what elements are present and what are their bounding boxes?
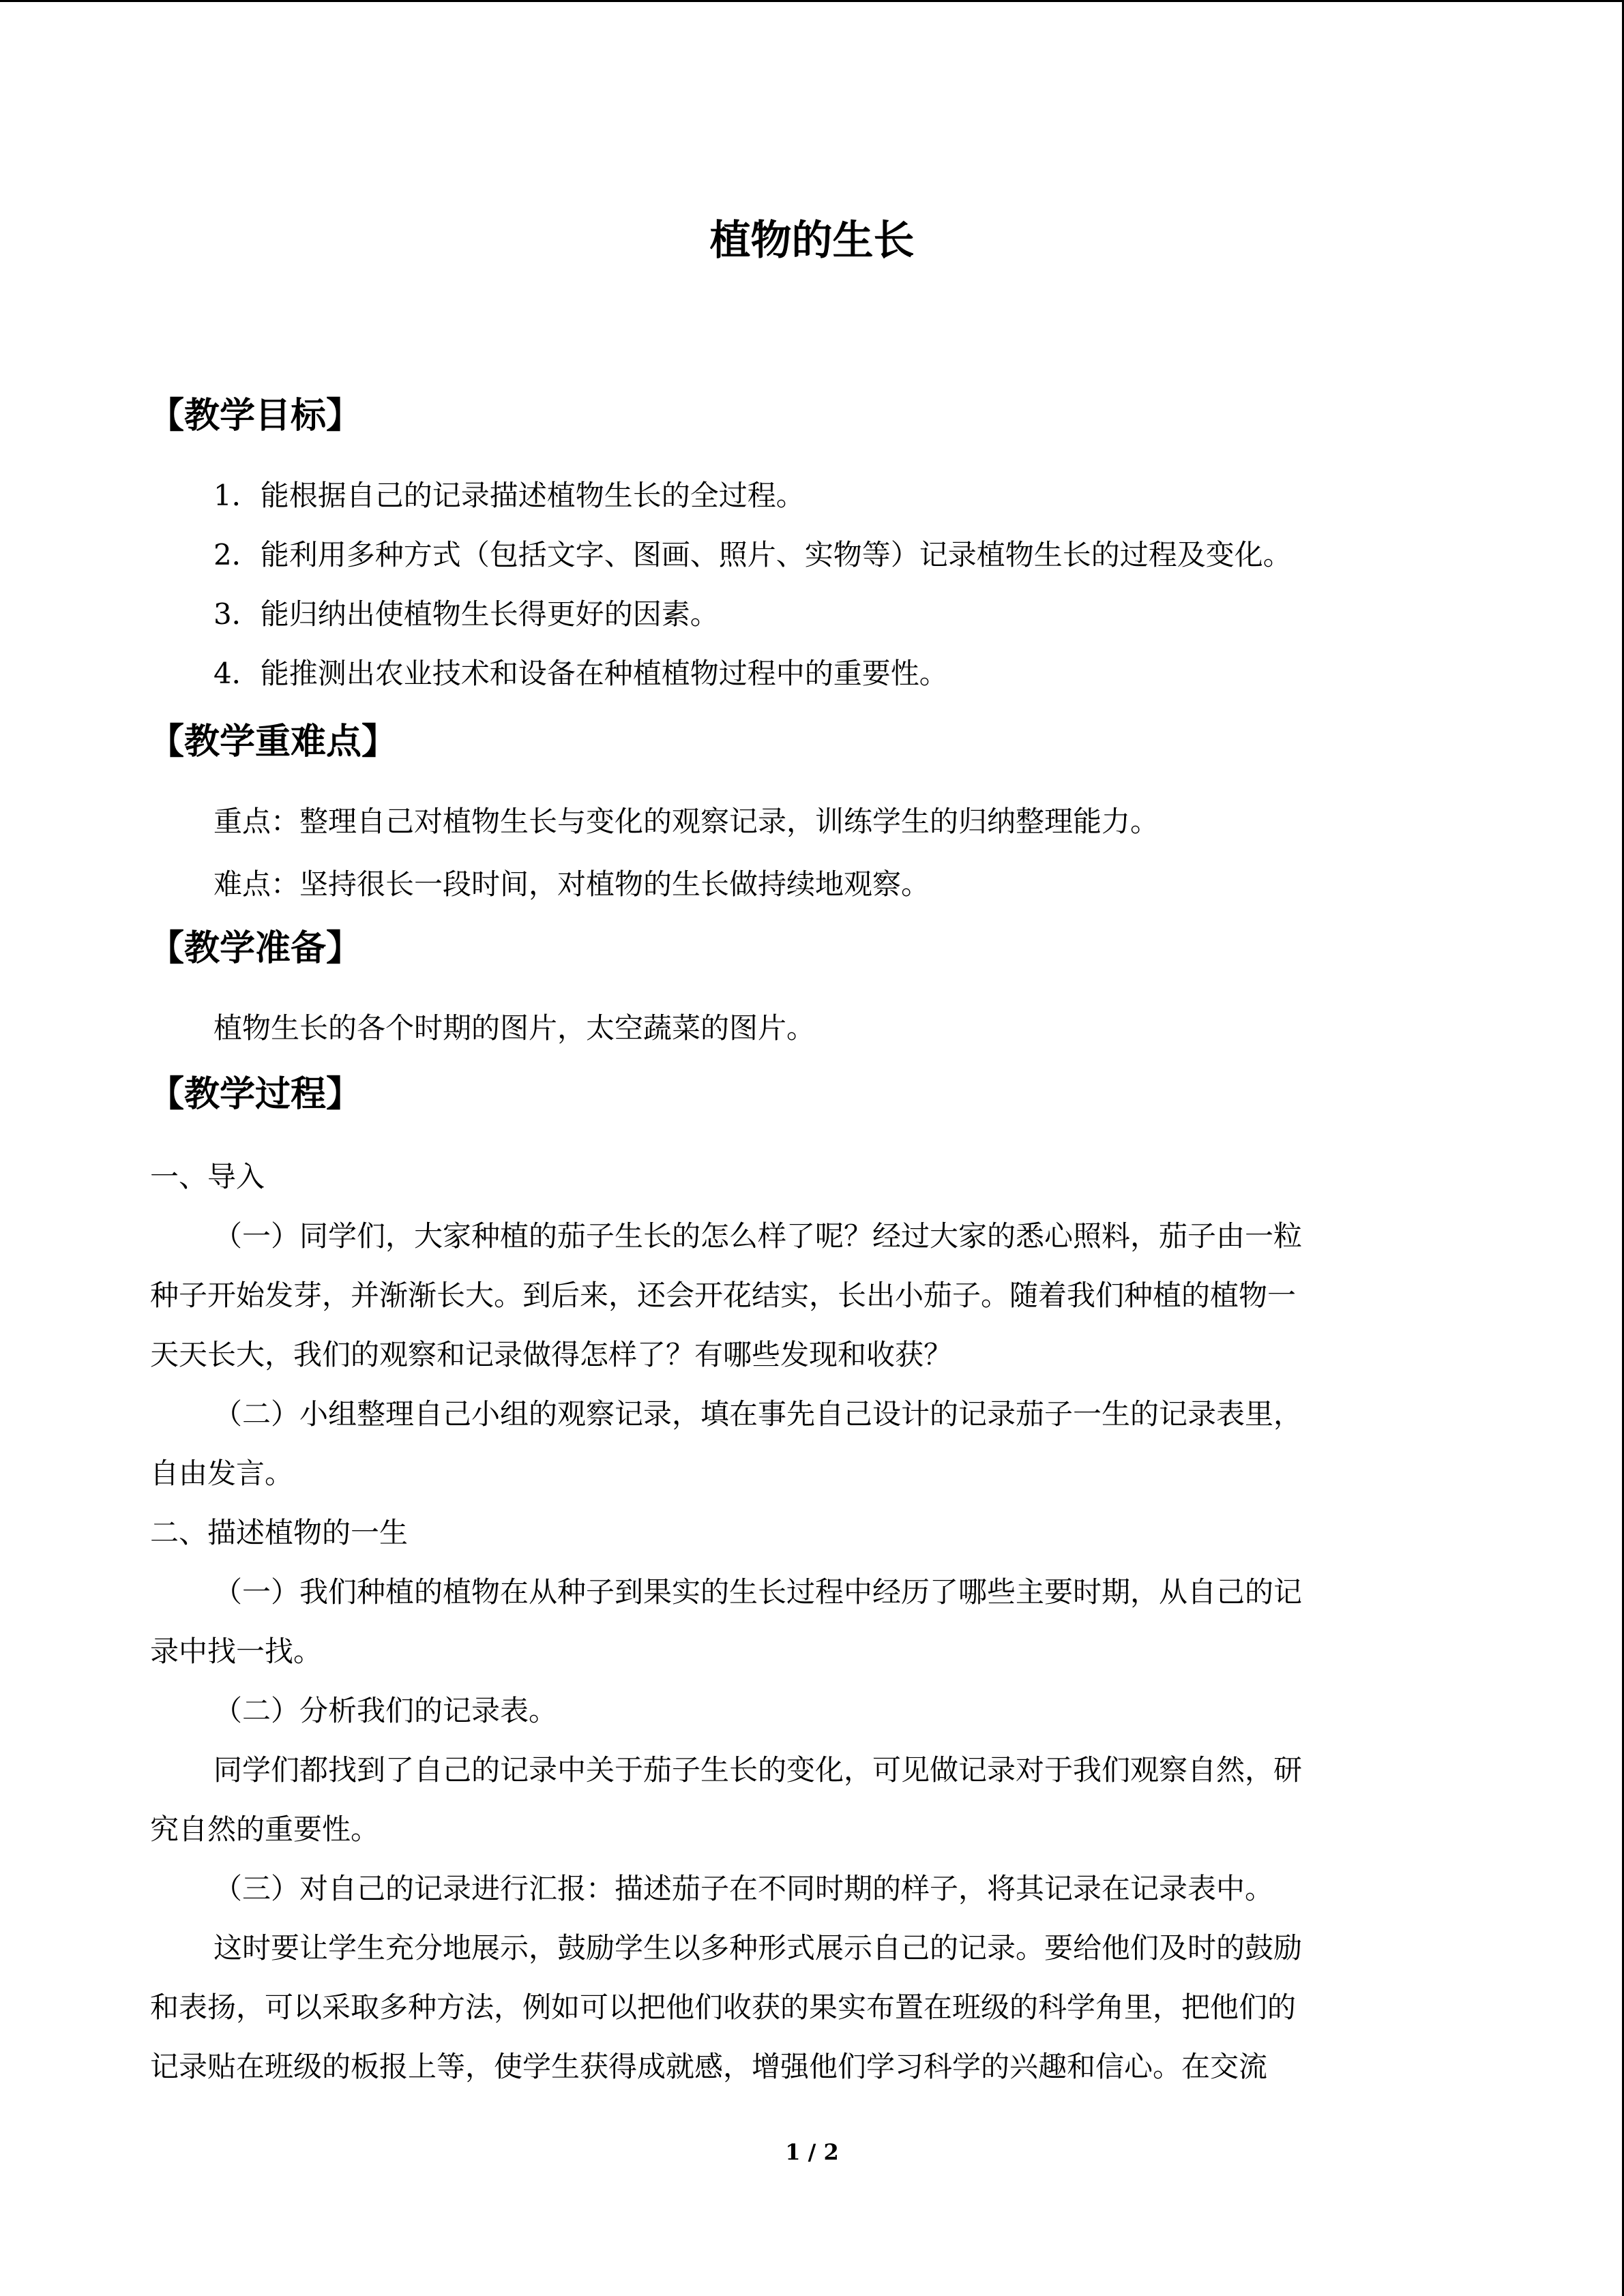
process-line: 二、描述植物的一生 (150, 1516, 409, 1549)
process-line: （三）对自己的记录进行汇报：描述茄子在不同时期的样子，将其记录在记录表中。 (213, 1872, 1274, 1905)
process-line: 这时要让学生充分地展示，鼓励学生以多种形式展示自己的记录。要给他们及时的鼓励 (213, 1931, 1303, 1965)
heading-key-points: 【教学重难点】 (149, 721, 398, 762)
process-line: 和表扬，可以采取多种方法，例如可以把他们收获的果实布置在班级的科学角里，把他们的 (150, 1991, 1297, 2024)
key-point-item: 难点：坚持很长一段时间，对植物的生长做持续地观察。 (213, 867, 930, 901)
key-point-item: 重点：整理自己对植物生长与变化的观察记录，训练学生的归纳整理能力。 (213, 805, 1160, 838)
process-line: （二）分析我们的记录表。 (213, 1694, 558, 1727)
objective-item: 1．能根据自己的记录描述植物生长的全过程。 (213, 479, 805, 512)
process-line: （二）小组整理自己小组的观察记录，填在事先自己设计的记录茄子一生的记录表里， (213, 1397, 1303, 1431)
objective-item: 2．能利用多种方式（包括文字、图画、照片、实物等）记录植物生长的过程及变化。 (213, 538, 1292, 571)
process-line: 种子开始发芽，并渐渐长大。到后来，还会开花结实，长出小茄子。随着我们种植的植物一 (150, 1279, 1297, 1312)
heading-process: 【教学过程】 (149, 1074, 362, 1115)
process-line: 究自然的重要性。 (150, 1813, 380, 1846)
process-line: 一、导入 (150, 1160, 265, 1193)
heading-objectives: 【教学目标】 (149, 396, 362, 436)
process-line: 录中找一找。 (150, 1635, 323, 1668)
objective-item: 3．能归纳出使植物生长得更好的因素。 (213, 597, 719, 631)
page-number: 1 / 2 (785, 2139, 839, 2165)
document-title: 植物的生长 (709, 217, 915, 265)
process-line: 同学们都找到了自己的记录中关于茄子生长的变化，可见做记录对于我们观察自然，研 (213, 1753, 1303, 1787)
objective-item: 4．能推测出农业技术和设备在种植植物过程中的重要性。 (213, 657, 948, 690)
process-line: 自由发言。 (150, 1457, 294, 1490)
process-line: 天天长大，我们的观察和记录做得怎样了？有哪些发现和收获？ (150, 1338, 953, 1371)
heading-preparation: 【教学准备】 (149, 928, 362, 969)
process-line: 记录贴在班级的板报上等，使学生获得成就感，增强他们学习科学的兴趣和信心。在交流 (150, 2050, 1268, 2083)
preparation-item: 植物生长的各个时期的图片，太空蔬菜的图片。 (213, 1011, 816, 1045)
process-line: （一）同学们，大家种植的茄子生长的怎么样了呢？经过大家的悉心照料，茄子由一粒 (213, 1219, 1303, 1253)
process-line: （一）我们种植的植物在从种子到果实的生长过程中经历了哪些主要时期，从自己的记 (213, 1575, 1303, 1609)
